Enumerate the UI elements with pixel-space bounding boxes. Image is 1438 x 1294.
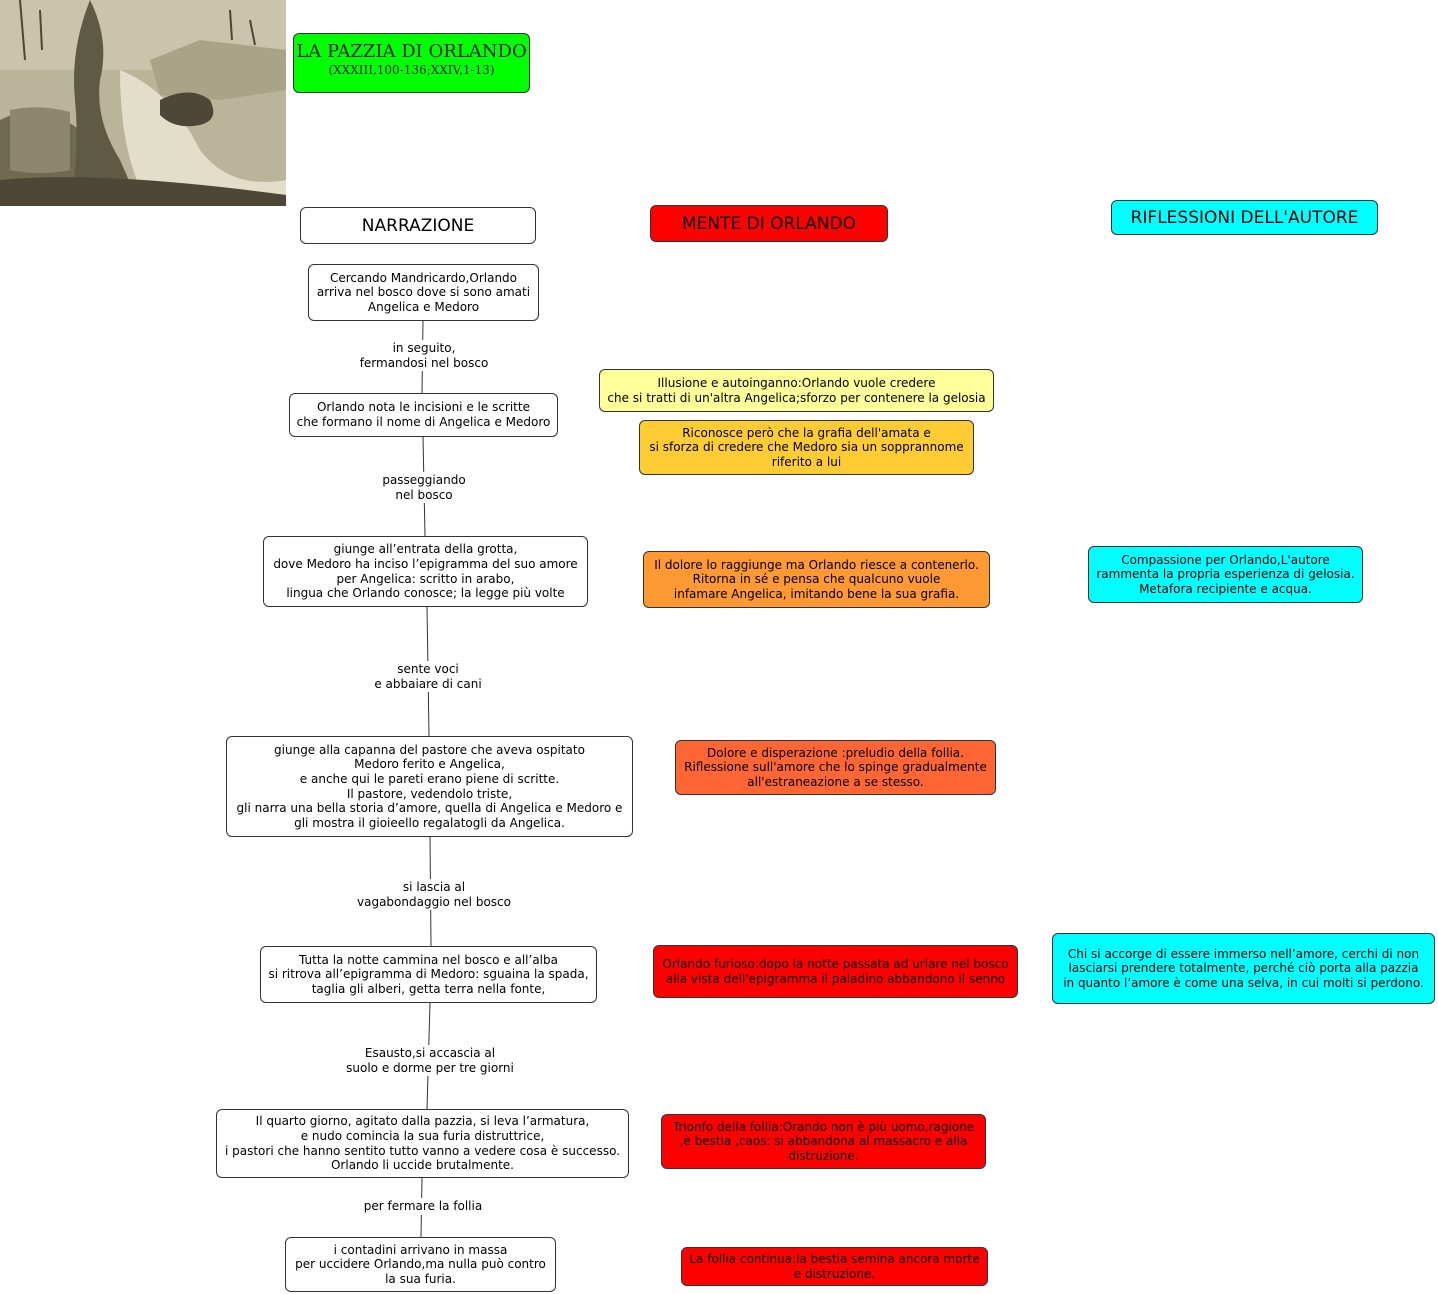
title-main: LA PAZZIA DI ORLANDO [296,41,527,62]
header-riflessioni-autore: RIFLESSIONI DELL'AUTORE [1111,200,1378,235]
mente-node-2: Riconosce però che la grafia dell'amata e si sforza di credere che Medoro sia un sopprannome riferito a lui [639,420,974,475]
header-narrazione: NARRAZIONE [300,207,536,244]
narrazione-node-6: Il quarto giorno, agitato dalla pazzia, si leva l’armatura, e nudo comincia la sua furia distruttrice, i pastori che hanno sentito tutto vanno a vedere cosa è successo. Orlando li uccide brutalmente. [216,1109,629,1178]
narrazione-node-1: Cercando Mandricardo,Orlando arriva nel bosco dove si sono amati Angelica e Medoro [308,264,539,321]
mente-node-7: La follia continua:la bestia semina ancora morte e distruzione. [681,1247,988,1286]
mente-node-4: Dolore e disperazione :preludio della follia. Riflessione sull'amore che lo spinge gradualmente all'estraneazione a se stesso. [675,740,996,795]
narrazione-node-2: Orlando nota le incisioni e le scritte che formano il nome di Angelica e Medoro [289,393,558,437]
link-label-4: si lascia al vagabondaggio nel bosco [347,879,521,910]
mente-node-6: Trionfo della follia:Orando non è più uomo,ragione ,è bestia ,caos: si abbandona al massacro e alla distruzione. [661,1114,986,1169]
riflessioni-node-2: Chi si accorge di essere immerso nell’amore, cerchi di non lasciarsi prendere totalmente, perché ciò porta alla pazzia in quanto l’amore è come una selva, in cui molti si perdono. [1052,933,1435,1004]
mente-node-1: Illusione e autoinganno:Orlando vuole credere che si tratti di un'altra Angelica;sforzo per contenere la gelosia [599,369,994,412]
link-label-3: sente voci e abbaiare di cani [361,661,495,692]
title-subtitle: (XXXIII,100-136;XXIV,1-13) [328,63,495,77]
narrazione-node-3: giunge all’entrata della grotta, dove Medoro ha inciso l’epigramma del suo amore per Angelica: scritto in arabo, lingua che Orlando conosce; la legge più volte [263,536,588,607]
mente-node-3: Il dolore lo raggiunge ma Orlando riesce a contenerlo. Ritorna in sé e pensa che qualcuno vuole infamare Angelica, imitando bene la sua grafia. [643,551,990,608]
link-label-5: Esausto,si accascia al suolo e dorme per tre giorni [335,1045,525,1076]
mente-node-5: Orlando furioso:dopo la notte passata ad urlare nel bosco alla vista dell'epigramma il paladino abbandono il senno [653,945,1018,998]
narrazione-node-4: giunge alla capanna del pastore che aveva ospitato Medoro ferito e Angelica, e anche qui le pareti erano piene di scritte. Il pastore, vedendolo triste, gli narra una bella storia d’amore, quella di Angelica e Medoro e gli mostra il gioieello regalatogli da Angelica. [226,736,633,837]
link-label-1: in seguito, fermandosi nel bosco [352,340,496,371]
narrazione-node-5: Tutta la notte cammina nel bosco e all’alba si ritrova all’epigramma di Medoro: sguaina la spada, taglia gli alberi, getta terra nella fonte, [260,946,597,1003]
header-mente-di-orlando: MENTE DI ORLANDO [650,205,888,242]
link-label-2: passeggiando nel bosco [362,472,486,503]
link-label-6: per fermare la follia [351,1198,495,1215]
riflessioni-node-1: Compassione per Orlando,L'autore rammenta la propria esperienza di gelosia. Metafora recipiente e acqua. [1088,546,1363,603]
narrazione-node-7: i contadini arrivano in massa per uccidere Orlando,ma nulla può contro la sua furia. [285,1237,556,1292]
